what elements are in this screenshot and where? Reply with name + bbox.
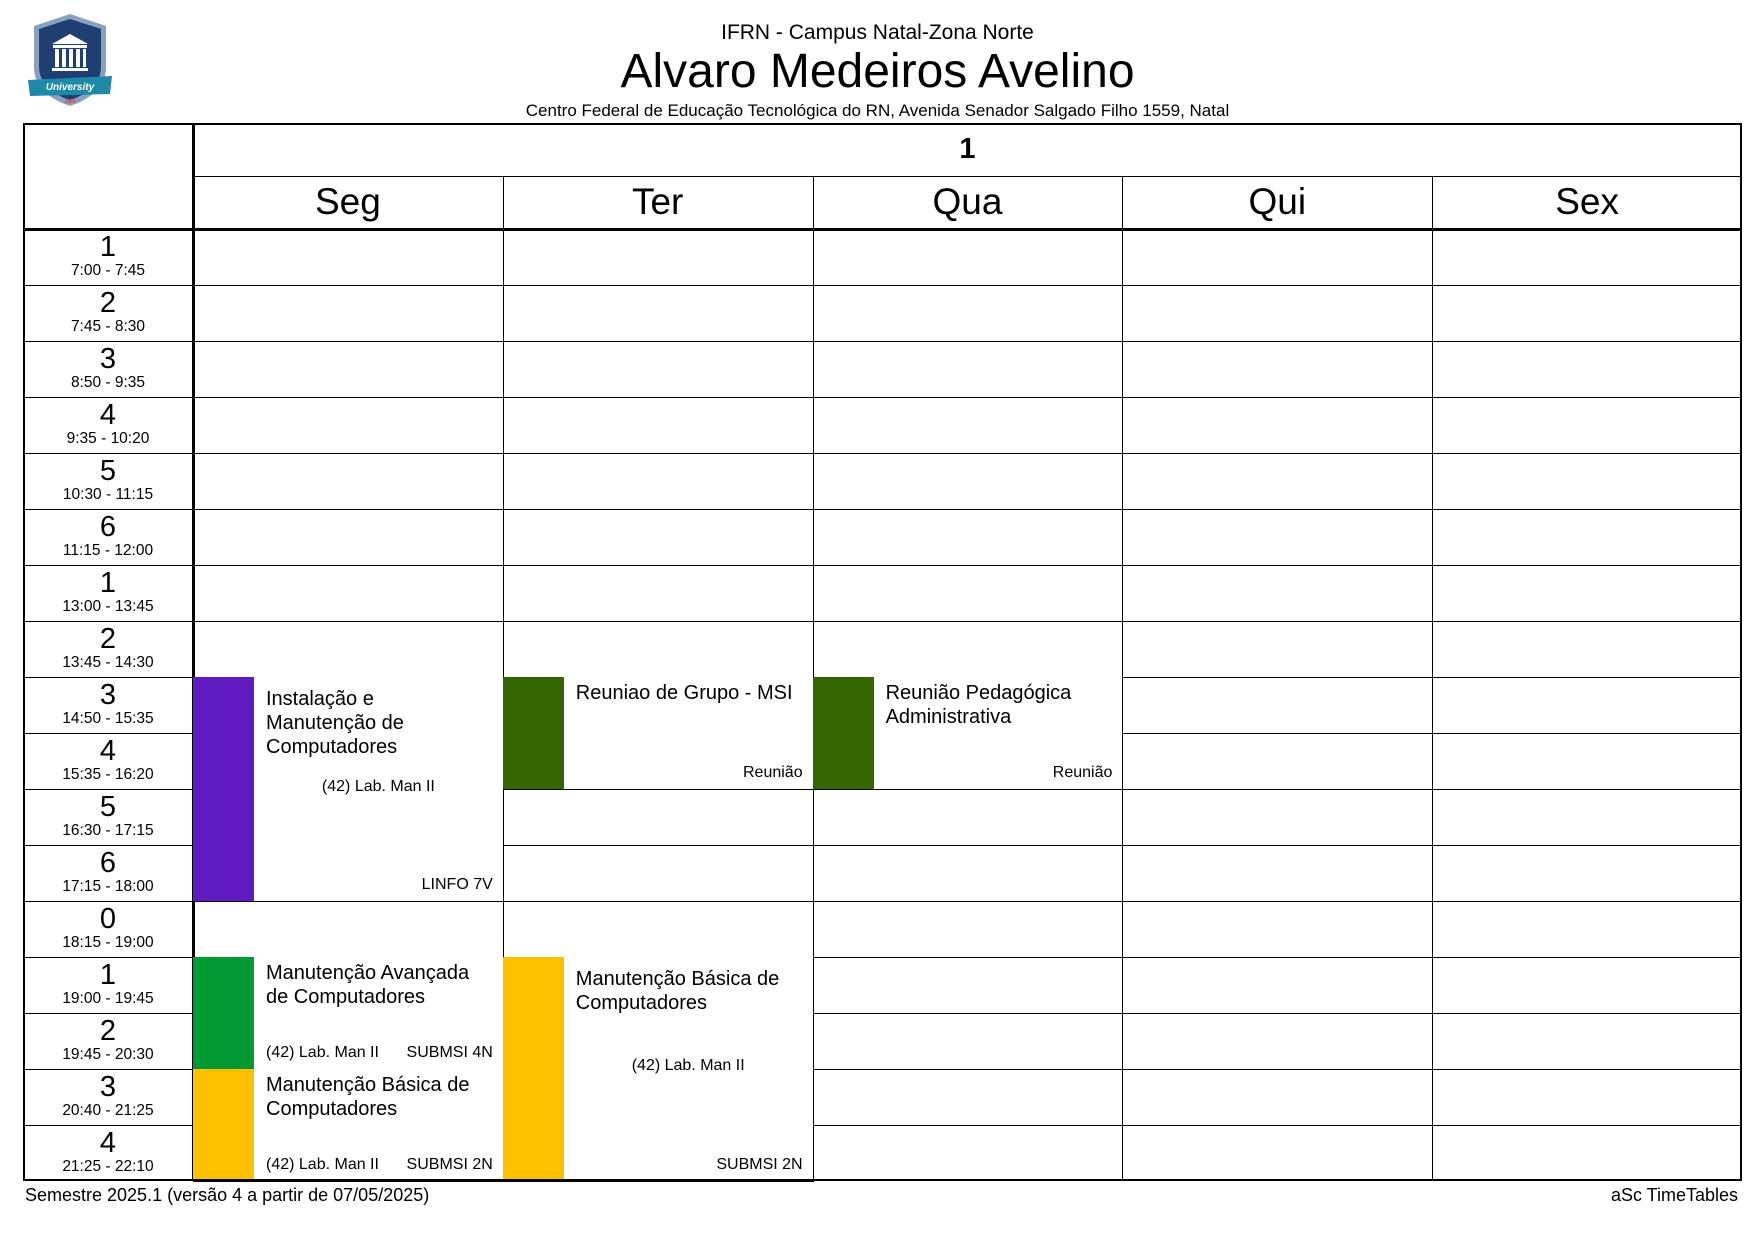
lesson-room: (42) Lab. Man II bbox=[321, 778, 435, 795]
lesson-subject bbox=[576, 681, 805, 705]
period-time: 13:45 - 14:30 bbox=[62, 654, 154, 671]
lesson-card[interactable] bbox=[813, 677, 1124, 790]
lesson-class: Reunião bbox=[1052, 764, 1113, 781]
period-time: 16:30 - 17:15 bbox=[62, 822, 154, 839]
lesson-subject bbox=[576, 967, 805, 1015]
lesson-room: (42) Lab. Man II bbox=[266, 1156, 379, 1173]
lesson-subject-line: Manutenção Básica de bbox=[575, 968, 780, 990]
lesson-subject-line: Instalação e bbox=[266, 688, 374, 710]
row-divider bbox=[23, 285, 1742, 286]
period-number: 6 bbox=[99, 847, 117, 879]
row-divider bbox=[23, 509, 1742, 510]
lesson-card[interactable] bbox=[193, 957, 504, 1070]
day-header-qui: Qui bbox=[1248, 181, 1307, 222]
period-time: 10:30 - 11:15 bbox=[62, 486, 154, 503]
period-time: 7:00 - 7:45 bbox=[70, 262, 146, 279]
period-time: 9:35 - 10:20 bbox=[66, 430, 150, 447]
period-number: 2 bbox=[99, 623, 117, 655]
day-header-seg: Seg bbox=[314, 181, 381, 222]
period-time: 19:45 - 20:30 bbox=[62, 1046, 154, 1063]
period-number: 5 bbox=[99, 455, 117, 487]
lesson-subject-line: Manutenção de bbox=[266, 712, 404, 734]
period-time: 18:15 - 19:00 bbox=[62, 934, 154, 951]
period-time: 21:25 - 22:10 bbox=[62, 1158, 154, 1175]
subject-color-bar bbox=[193, 1069, 254, 1181]
school-address: Centro Federal de Educação Tecnológica do RN, Avenida Senador Salgado Filho 1559, Natal bbox=[525, 101, 1230, 120]
lesson-class: SUBMSI 4N bbox=[406, 1044, 493, 1061]
period-number: 0 bbox=[99, 903, 117, 935]
period-number: 1 bbox=[99, 231, 117, 263]
period-time: 11:15 - 12:00 bbox=[62, 542, 154, 559]
subject-color-bar bbox=[193, 677, 254, 901]
week-divider bbox=[193, 176, 1742, 177]
lesson-class: LINFO 7V bbox=[421, 876, 493, 893]
lesson-subject-line: Manutenção Avançada bbox=[266, 962, 470, 984]
header-divider bbox=[23, 228, 1742, 231]
row-divider bbox=[23, 565, 1742, 566]
svg-text:1954: 1954 bbox=[64, 99, 76, 105]
lesson-subject bbox=[266, 687, 495, 759]
subject-color-bar bbox=[813, 677, 874, 789]
lesson-class: SUBMSI 2N bbox=[716, 1156, 803, 1173]
lesson-subject-line: de Computadores bbox=[266, 986, 425, 1008]
period-number: 1 bbox=[99, 567, 117, 599]
lesson-subject-line: Manutenção Básica de bbox=[266, 1074, 470, 1096]
footer-semester: Semestre 2025.1 (versão 4 a partir de 07/05/2025) bbox=[25, 1185, 430, 1205]
subject-color-bar bbox=[193, 957, 254, 1069]
period-number: 3 bbox=[99, 679, 117, 711]
lesson-subject-line: Computadores bbox=[575, 992, 707, 1014]
period-number: 6 bbox=[99, 511, 117, 543]
period-time: 8:50 - 9:35 bbox=[70, 374, 146, 391]
teacher-name: Alvaro Medeiros Avelino bbox=[620, 45, 1135, 98]
timetable-grid bbox=[23, 123, 1742, 1181]
row-divider bbox=[23, 621, 1742, 622]
period-time: 7:45 - 8:30 bbox=[70, 318, 146, 335]
svg-text:University: University bbox=[45, 82, 95, 93]
subject-color-bar bbox=[503, 677, 564, 789]
period-number: 2 bbox=[99, 1015, 117, 1047]
lesson-room: (42) Lab. Man II bbox=[631, 1057, 745, 1074]
period-time: 13:00 - 13:45 bbox=[62, 598, 154, 615]
lesson-subject bbox=[266, 1073, 495, 1121]
row-divider bbox=[23, 397, 1742, 398]
period-number: 4 bbox=[99, 1127, 117, 1159]
lesson-room: (42) Lab. Man II bbox=[266, 1044, 379, 1061]
lesson-subject-line: Reunião Pedagógica bbox=[885, 682, 1072, 704]
footer-app-name: aSc TimeTables bbox=[1610, 1185, 1738, 1205]
row-divider bbox=[23, 453, 1742, 454]
day-header-qua: Qua bbox=[932, 181, 1003, 222]
school-name: IFRN - Campus Natal-Zona Norte bbox=[721, 21, 1034, 44]
week-title: 1 bbox=[959, 133, 976, 165]
lesson-subject bbox=[886, 681, 1115, 729]
period-time: 19:00 - 19:45 bbox=[62, 990, 154, 1007]
row-divider bbox=[23, 341, 1742, 342]
subject-color-bar bbox=[503, 957, 564, 1181]
lesson-card[interactable] bbox=[193, 677, 504, 902]
period-time: 14:50 - 15:35 bbox=[62, 710, 154, 727]
day-header-ter: Ter bbox=[631, 181, 684, 222]
day-header-sex: Sex bbox=[1555, 181, 1619, 222]
lesson-subject-line: Computadores bbox=[266, 1098, 398, 1120]
period-time: 20:40 - 21:25 bbox=[62, 1102, 154, 1119]
lesson-subject bbox=[266, 961, 495, 1009]
period-time: 15:35 - 16:20 bbox=[62, 766, 154, 783]
period-number: 1 bbox=[99, 959, 117, 991]
column-divider bbox=[1432, 176, 1433, 1181]
period-number: 3 bbox=[99, 343, 117, 375]
lesson-card[interactable] bbox=[503, 957, 814, 1182]
lesson-subject-line: Computadores bbox=[266, 736, 398, 758]
period-number: 4 bbox=[99, 735, 117, 767]
period-time: 17:15 - 18:00 bbox=[62, 878, 154, 895]
period-number: 3 bbox=[99, 1071, 117, 1103]
lesson-card[interactable] bbox=[193, 1069, 504, 1182]
period-number: 4 bbox=[99, 399, 117, 431]
lesson-card[interactable] bbox=[503, 677, 814, 790]
period-number: 5 bbox=[99, 791, 117, 823]
lesson-subject-line: Reuniao de Grupo - MSI bbox=[575, 682, 793, 704]
lesson-class: Reunião bbox=[742, 764, 803, 781]
lesson-subject-line: Administrativa bbox=[885, 706, 1012, 728]
lesson-class: SUBMSI 2N bbox=[406, 1156, 493, 1173]
period-number: 2 bbox=[99, 287, 117, 319]
